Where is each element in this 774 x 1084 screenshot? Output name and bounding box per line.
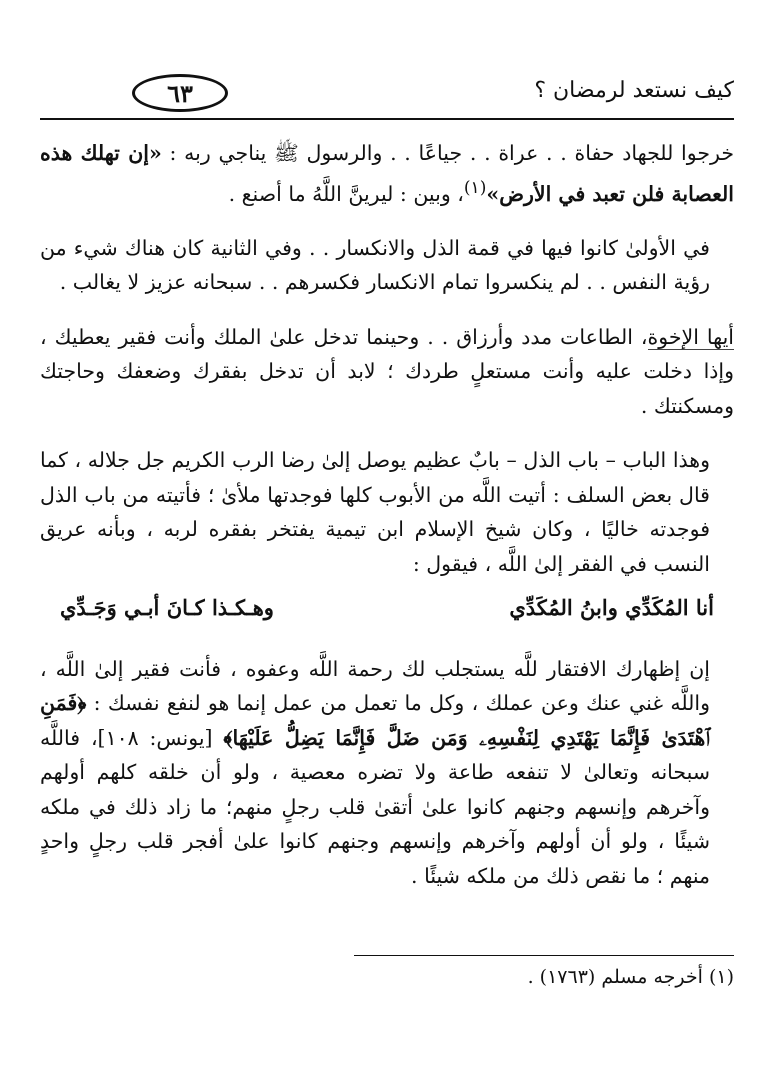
paragraph-5 bbox=[40, 652, 734, 894]
paragraph-text: إن إظهارك الافتقار للَّه يستجلب لك رحمة اللَّه وعفوه ، فأنت فقير إلىٰ اللَّه ، واللَّه غني عنك وعن عملك ، وكل ما تعمل من عمل إنما هو لنفع نفسك : bbox=[40, 656, 710, 716]
footnote: (١) أخرجه مسلم (١٧٦٣) . bbox=[527, 966, 734, 988]
quran-verse: ﴿فَمَنِ ٱهْتَدَىٰ فَإِنَّمَا يَهْتَدِي لِنَفْسِهِۦ وَمَن ضَلَّ فَإِنَّمَا يَضِلُّ عَلَيْهَا﴾ bbox=[40, 691, 710, 750]
paragraph-text: ، الطاعات مدد وأرزاق . . وحينما تدخل علىٰ الملك وأنت فقير يعطيك ، وإذا دخلت عليه وأنت مستعلٍ طردك ؛ لابد أن تدخل بفقرك وضعفك وحاجتك ومسكنتك . bbox=[40, 324, 734, 418]
address-phrase: أيها الإخوة bbox=[647, 324, 734, 349]
running-title: كيف نستعد لرمضان ؟ bbox=[534, 78, 734, 103]
paragraph-text: ، وبين : ليرينَّ اللَّهُ ما أصنع . bbox=[228, 181, 464, 206]
paragraph-text: [يونس: ١٠٨]، فاللَّه سبحانه وتعالىٰ لا تنفعه طاعة ولا تضره معصية ، ولو أن خلقه كلهم أولهم وآخرهم وإنسهم وجنهم كانوا علىٰ أتقىٰ قلب رجلٍ منهم؛ ما زاد ذلك في ملكه شيئًا ، ولو أن أولهم وآخرهم وإنسهم وجنهم كانوا علىٰ أفجر قلب رجلٍ واحدٍ منهم ؛ ما نقص ذلك من ملكه شيئًا . bbox=[40, 725, 710, 888]
paragraph-3 bbox=[40, 320, 734, 424]
page-number-text: ٦٣ bbox=[167, 78, 193, 108]
paragraph-text: خرجوا للجهاد حفاة . . عراة . . جياعًا . . والرسول ﷺ يناجي ربه : bbox=[161, 141, 734, 165]
footnote-ref: (١) bbox=[463, 177, 487, 198]
page-body bbox=[40, 136, 734, 913]
page-header bbox=[40, 66, 734, 122]
poem-hemistich-1: أنا المُكَدِّي وابنُ المُكَدِّي bbox=[509, 595, 714, 621]
paragraph-2: في الأولىٰ كانوا فيها في قمة الذل والانكسار . . وفي الثانية كان هناك شيء من رؤية النفس . . لم ينكسروا تمام الانكسار فكسرهم . . سبحانه عزيز لا يغالب . bbox=[40, 235, 710, 295]
hadith-quote: «إن تهلك هذه العصابة فلن تعبد في الأرض» bbox=[40, 141, 734, 206]
poem-hemistich-2: وهـكـذا كـانَ أبـي وَجَـدِّي bbox=[60, 595, 274, 621]
footnote-divider bbox=[354, 955, 734, 956]
page-number bbox=[132, 74, 228, 112]
paragraph-4: وهذا الباب – باب الذل – بابٌ عظيم يوصل إلىٰ رضا الرب الكريم جل جلاله ، كما قال بعض السلف : أتيت اللَّه من الأبوب كلها فوجدتها ملأىٰ ؛ فأتيته من باب الذل فوجدته خاليًا ، وكان شيخ الإسلام ابن تيمية يفتخر بفقره لربه ، وبأنه عريق النسب في الفقر إلىٰ اللَّه ، فيقول : bbox=[40, 448, 710, 576]
poem-verse bbox=[60, 591, 714, 626]
header-divider bbox=[40, 118, 734, 120]
paragraph-1 bbox=[40, 136, 734, 211]
